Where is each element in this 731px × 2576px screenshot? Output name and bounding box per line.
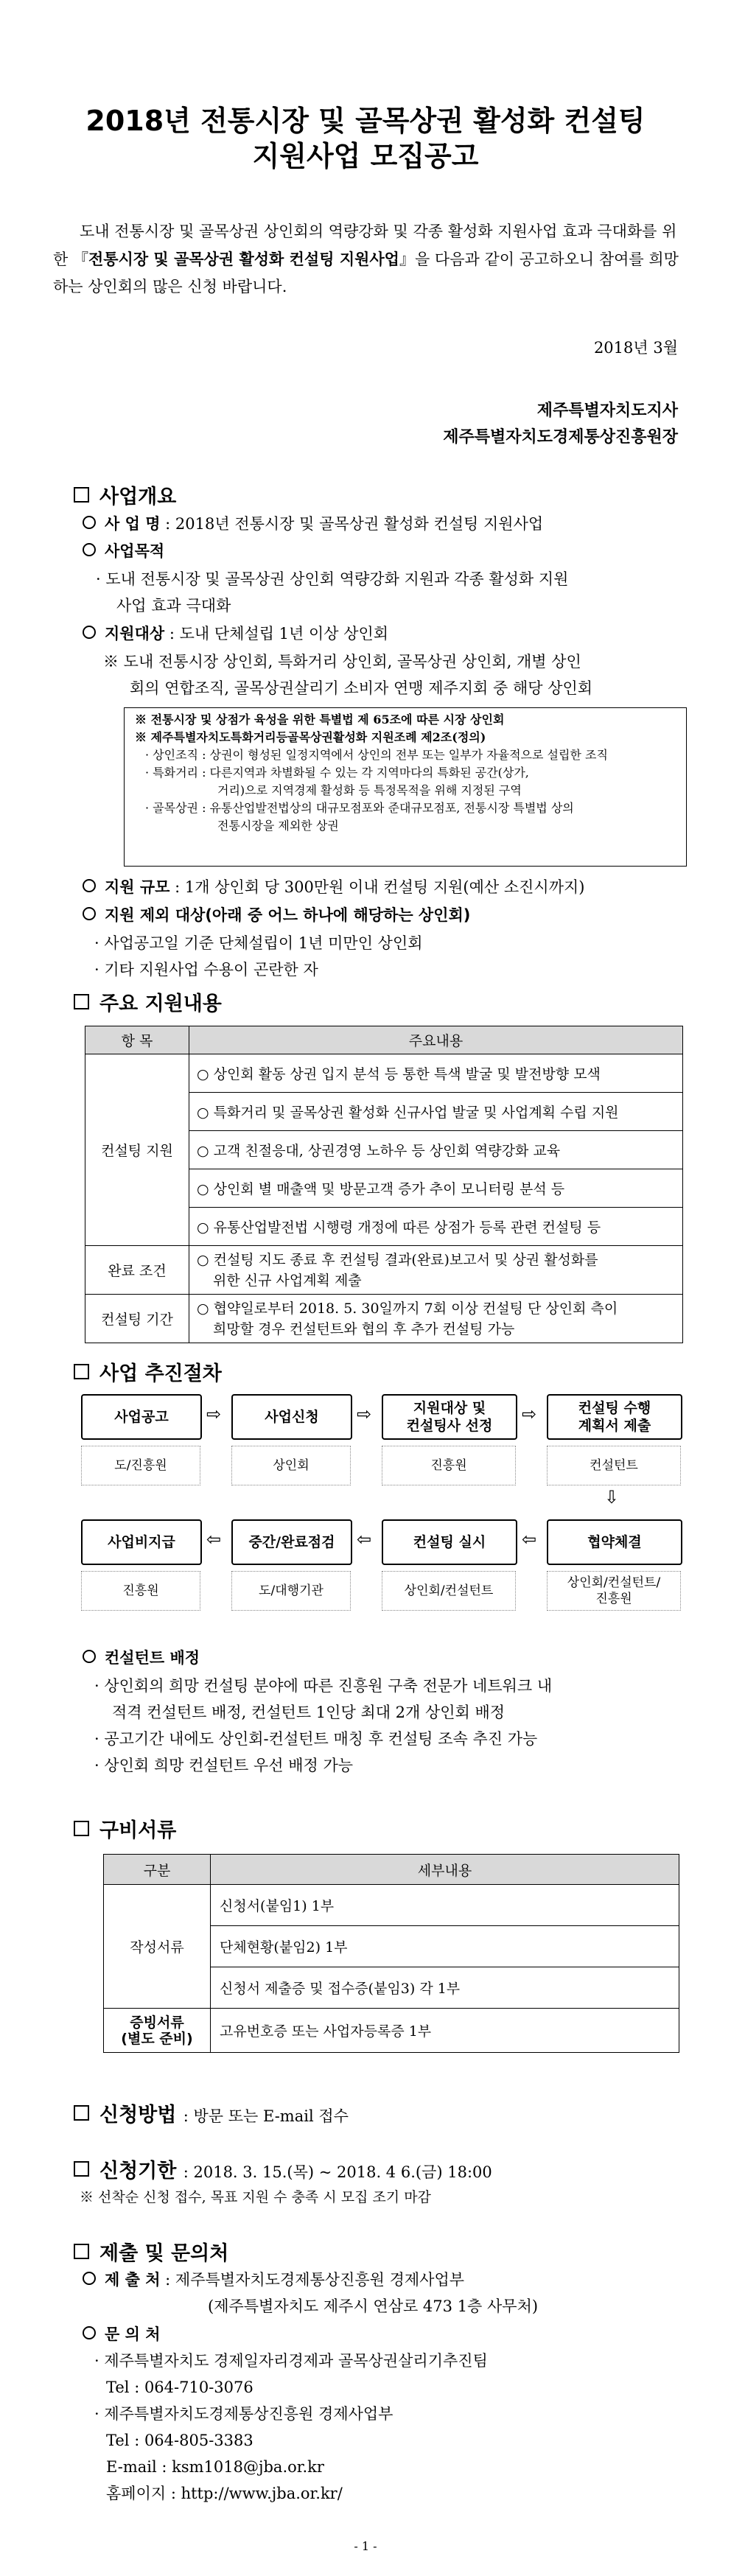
table-header: 주요내용: [189, 1026, 683, 1054]
circle-bullet-icon: [83, 626, 96, 639]
agency-director: 제주특별자치도경제통상진흥원장: [443, 428, 678, 447]
circle-bullet-icon: [83, 2326, 96, 2339]
checkbox-icon: [74, 487, 89, 503]
flow-who: 도/진흥원: [81, 1446, 200, 1485]
flow-who: 도/대행기관: [231, 1571, 351, 1611]
circle-bullet-icon: [83, 907, 96, 920]
inquiry-1: · 제주특별자치도 경제일자리경제과 골목상권살리기추진팀: [94, 2352, 488, 2370]
title-line-2: 지원사업 모집공고: [252, 140, 479, 172]
write-doc-item: 단체현황(붙임2) 1부: [211, 1926, 679, 1967]
inquiry-1-tel: Tel : 064-710-3076: [106, 2379, 253, 2396]
complete-label: 완료 조건: [85, 1246, 189, 1295]
deadline-note: ※ 선착순 신청 접수, 목표 지원 수 충족 시 모집 조기 마감: [80, 2189, 431, 2205]
period-label: 컨설팅 기간: [85, 1295, 189, 1343]
table-row: [104, 1885, 679, 1926]
table-row: [85, 1246, 683, 1295]
consult-item: ○ 유통산업발전법 시행령 개정에 따른 상점가 등록 관련 컨설팅 등: [189, 1208, 683, 1246]
page-number: - 1 -: [354, 2539, 377, 2553]
consultant-line-2: · 공고기간 내에도 상인회-컨설턴트 매칭 후 컨설팅 조속 추진 가능: [94, 1730, 538, 1748]
purpose-line-1: · 도내 전통시장 및 골목상권 상인회 역량강화 지원과 각종 활성화 지원: [96, 570, 569, 588]
complete-content: ○ 컨설팅 지도 종료 후 컨설팅 결과(완료)보고서 및 상권 활성화를 위한 신규 사업계획 제출: [189, 1246, 683, 1295]
flow-who: 상인회: [231, 1446, 351, 1485]
consultant-line-1b: 적격 컨설턴트 배정, 컨설턴트 1인당 최대 2개 상인회 배정: [112, 1704, 506, 1721]
exclude-heading: 지원 제외 대상(아래 중 어느 하나에 해당하는 상인회): [83, 902, 470, 929]
consultant-heading: 컨설턴트 배정: [83, 1645, 200, 1672]
write-doc-item: 신청서 제출증 및 접수증(붙임3) 각 1부: [211, 1967, 679, 2009]
table-header: 세부내용: [211, 1855, 679, 1885]
purpose-heading: 사업목적: [83, 538, 164, 565]
exclude-1: · 사업공고일 기준 단체설립이 1년 미만인 상인회: [94, 934, 423, 952]
note-line-2: ※ 제주특별자치도특화거리등골목상권활성화 지원조례 제2조(정의): [135, 730, 486, 744]
circle-bullet-icon: [83, 2272, 96, 2285]
note-line-6: · 골목상권 : 유통산업발전법상의 대규모점포와 준대규모점포, 전통시장 특별법 상의: [145, 801, 574, 815]
table-header: 항 목: [85, 1026, 189, 1054]
write-doc-item: 신청서(붙임1) 1부: [211, 1885, 679, 1926]
arrow-left-icon: ⇦: [206, 1529, 222, 1550]
flow-step-select: 지원대상 및 컨설팅사 선정: [382, 1394, 517, 1440]
consultant-line-3: · 상인회 희망 컨설턴트 우선 배정 가능: [94, 1757, 354, 1774]
inquiry-2: · 제주특별자치도경제통상진흥원 경제사업부: [94, 2405, 394, 2423]
proof-doc-item: 고유번호증 또는 사업자등록증 1부: [211, 2009, 679, 2053]
flow-who: 컨설턴트: [547, 1446, 681, 1485]
checkbox-icon: [74, 2161, 89, 2177]
support-table: [85, 1026, 683, 1343]
consult-item: ○ 특화거리 및 골목상권 활성화 신규사업 발굴 및 사업계획 수립 지원: [189, 1093, 683, 1131]
note-line-5: 거리)으로 지역경제 활성화 등 특정목적을 위해 지정된 구역: [217, 783, 522, 797]
flow-who: 진흥원: [382, 1446, 516, 1485]
target-note-1: ※ 도내 전통시장 상인회, 특화거리 상인회, 골목상권 상인회, 개별 상인: [103, 653, 581, 671]
circle-bullet-icon: [83, 879, 96, 892]
checkbox-icon: [74, 994, 89, 1009]
arrow-right-icon: ⇨: [357, 1404, 372, 1424]
proof-docs-label: 증빙서류 (별도 준비): [104, 2009, 211, 2053]
section-overview-heading: 사업개요: [74, 480, 176, 509]
section-method-heading: 신청방법 : 방문 또는 E-mail 접수: [74, 2099, 349, 2127]
flow-step-plan: 컨설팅 수행 계획서 제출: [547, 1394, 682, 1440]
submit-address: (제주특별자치도 제주시 연삼로 473 1층 사무처): [208, 2297, 539, 2315]
title-line-1: 2018년 전통시장 및 골목상권 활성화 컨설팅: [85, 105, 646, 137]
consult-label: 컨설팅 지원: [85, 1054, 189, 1246]
section-process-heading: 사업 추진절차: [74, 1357, 222, 1386]
checkbox-icon: [74, 2105, 89, 2121]
table-row: [85, 1295, 683, 1343]
exclude-2: · 기타 지원사업 수용이 곤란한 자: [94, 961, 318, 979]
flow-step-check: 중간/완료점검: [231, 1519, 352, 1565]
consult-item: ○ 고객 친절응대, 상권경영 노하우 등 상인회 역량강화 교육: [189, 1131, 683, 1169]
note-line-7: 전통시장을 제외한 상권: [217, 819, 339, 833]
inquiry-2-website[interactable]: 홈페이지 : http://www.jba.or.kr/: [106, 2485, 343, 2502]
note-line-4: · 특화거리 : 다른지역과 차별화될 수 있는 각 지역마다의 특화된 공간(상가,: [145, 766, 529, 780]
table-row: [85, 1054, 683, 1093]
flow-who: 진흥원: [81, 1571, 200, 1611]
inquiry-2-email[interactable]: E-mail : ksm1018@jba.or.kr: [106, 2458, 324, 2476]
note-line-3: · 상인조직 : 상권이 형성된 일정지역에서 상인의 전부 또는 일부가 자율적으로 설립한 조직: [145, 748, 608, 762]
section-support-heading: 주요 지원내용: [74, 987, 222, 1016]
checkbox-icon: [74, 2244, 89, 2259]
flow-step-apply: 사업신청: [231, 1394, 352, 1440]
table-header-row: [85, 1026, 683, 1054]
table-header-row: [104, 1855, 679, 1885]
period-content: ○ 협약일로부터 2018. 5. 30일까지 7회 이상 컨설팅 단 상인회 측이 희망할 경우 컨설턴트와 협의 후 추가 컨설팅 가능: [189, 1295, 683, 1343]
arrow-right-icon: ⇨: [522, 1404, 537, 1424]
consult-item: ○ 상인회 활동 상권 입지 분석 등 통한 특색 발굴 및 발전방향 모색: [189, 1054, 683, 1093]
submit-line: 제 출 처 : 제주특별자치도경제통상진흥원 경제사업부: [83, 2267, 464, 2294]
flow-who: 상인회/컨설턴트: [382, 1571, 516, 1611]
documents-table: [103, 1854, 679, 2053]
scale-line: 지원 규모 : 1개 상인회 당 300만원 이내 컨설팅 지원(예산 소진시까지): [83, 874, 584, 901]
arrow-left-icon: ⇦: [522, 1529, 537, 1550]
flow-who: 상인회/컨설턴트/ 진흥원: [547, 1571, 681, 1611]
table-row: [104, 2009, 679, 2053]
flow-step-payment: 사업비지급: [81, 1519, 202, 1565]
checkbox-icon: [74, 1821, 89, 1836]
circle-bullet-icon: [83, 516, 96, 529]
flow-step-consult: 컨설팅 실시: [382, 1519, 517, 1565]
arrow-right-icon: ⇨: [206, 1404, 222, 1424]
consultant-line-1: · 상인회의 희망 컨설팅 분야에 따른 진흥원 구축 전문가 네트워크 내: [94, 1677, 553, 1695]
purpose-line-2: 사업 효과 극대화: [116, 597, 231, 615]
arrow-left-icon: ⇦: [357, 1529, 372, 1550]
flow-step-announce: 사업공고: [81, 1394, 202, 1440]
arrow-down-icon: ⇩: [604, 1487, 620, 1508]
section-deadline-heading: 신청기한 : 2018. 3. 15.(목) ~ 2018. 4 6.(금) 18:00: [74, 2155, 492, 2183]
legal-note-box: [124, 707, 687, 867]
target-line: 지원대상 : 도내 단체설립 1년 이상 상인회: [83, 620, 388, 648]
circle-bullet-icon: [83, 543, 96, 556]
intro-paragraph: 도내 전통시장 및 골목상권 상인회의 역량강화 및 각종 활성화 지원사업 효과 극대화를 위한 『전통시장 및 골목상권 활성화 컨설팅 지원사업』을 다음과 같이 공고하오니 참여를 희망하는 상인회의 많은 신청 바랍니다.: [53, 223, 679, 295]
note-line-1: ※ 전통시장 및 상점가 육성을 위한 특별법 제 65조에 따른 시장 상인회: [135, 713, 505, 727]
project-name: 사 업 명 : 2018년 전통시장 및 골목상권 활성화 컨설팅 지원사업: [83, 510, 543, 538]
announce-date: 2018년 3월: [593, 339, 678, 357]
flow-step-agreement: 협약체결: [547, 1519, 682, 1565]
write-docs-label: 작성서류: [104, 1885, 211, 2009]
inquiry-2-tel: Tel : 064-805-3383: [106, 2432, 253, 2449]
section-contact-heading: 제출 및 문의처: [74, 2237, 228, 2266]
section-documents-heading: 구비서류: [74, 1814, 176, 1843]
table-header: 구분: [104, 1855, 211, 1885]
checkbox-icon: [74, 1364, 89, 1379]
circle-bullet-icon: [83, 1650, 96, 1663]
consult-item: ○ 상인회 별 매출액 및 방문고객 증가 추이 모니터링 분석 등: [189, 1169, 683, 1208]
inquiry-heading: 문 의 처: [83, 2321, 160, 2348]
target-note-2: 회의 연합조직, 골목상권살리기 소비자 연맹 제주지회 중 해당 상인회: [130, 679, 593, 697]
agency-governor: 제주특별자치도지사: [536, 402, 678, 420]
